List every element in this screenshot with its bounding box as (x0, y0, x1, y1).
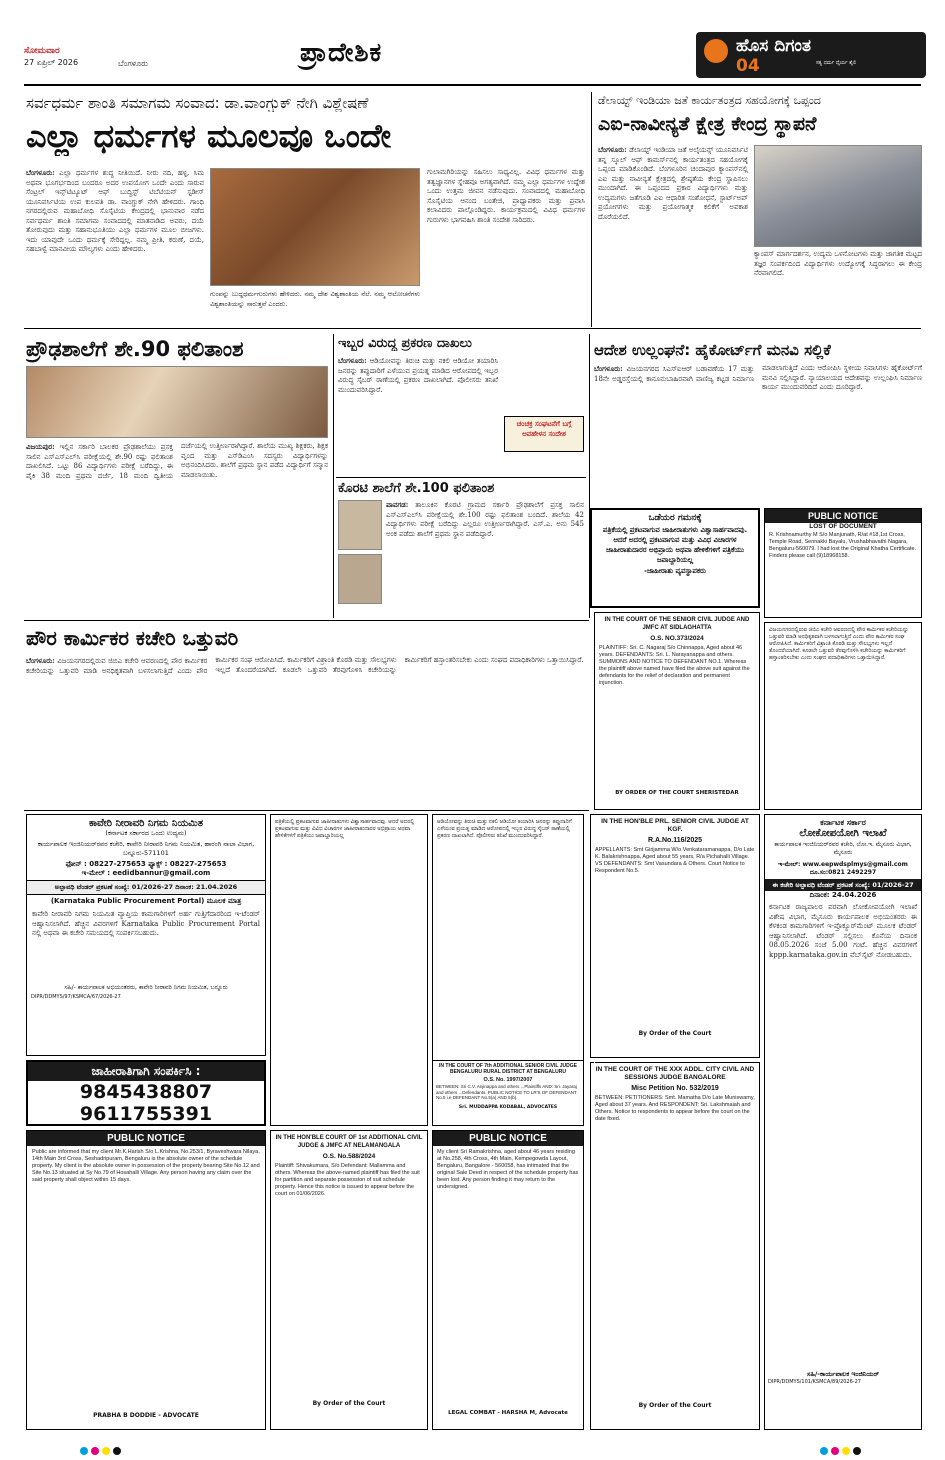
ad-contact (26, 1060, 266, 1126)
story5-headline: ಕೊರಟಿ ಶಾಲೆಗೆ ಶೇ.100 ಫಲಿತಾಂಶ (338, 481, 495, 496)
court1-body: APPELLANTS: Smt Girijamma W/o Venkataramanappa, D/o Late K. Balakrishnappa, Aged about 55 years, R/a Pichahalli Village. VS DEFENDANTS: Smt Vasundara & Others. Court Notice to Respondent No.5. (595, 847, 755, 874)
story7-dateline: ಬೆಂಗಳೂರು: (26, 656, 55, 665)
story6-text: ವಿಜಯನಗರದ ಸಿಎಸ್ಐಆರ್ ಬಡಾವಣೆಯ 17 ಮತ್ತು 18ನೇ ಅಡ್ಡರಸ್ತೆಯಲ್ಲಿ ಕಾನೂನುಬಾಹಿರವಾಗಿ ವಾಣಿಜ್ಯ ಕಟ್ಟಡ ನಿರ್ಮಾಣ ಮಾಡಲಾಗುತ್ತಿದೆ ಎಂದು ಆರೋಪಿಸಿ ಸ್ಥಳೀಯ ನಿವಾಸಿಗಳು ಹೈಕೋರ್ಟ್‌ಗೆ ಮನವಿ ಸಲ್ಲಿಸಿದ್ದಾರೆ. ನ್ಯಾಯಾಲಯದ ಆದೇಶವನ್ನು ಉಲ್ಲಂಘಿಸಿ ನಿರ್ಮಾಣ ಕಾರ್ಯ ಮುಂದುವರಿದಿದೆ ಎಂದು ದೂರಿದ್ದಾರೆ. (594, 364, 922, 391)
story3-text: ಇಲ್ಲಿನ ಸರ್ಕಾರಿ ಬಾಲಕರ ಪ್ರೌಢಶಾಲೆಯು ಪ್ರಸಕ್ತ ಸಾಲಿನ ಎಸ್ಎಸ್ಎಲ್‌ಸಿ ಪರೀಕ್ಷೆಯಲ್ಲಿ ಶೇ.90 ರಷ್ಟು ಫಲಿತಾಂಶ ದಾಖಲಿಸಿದೆ. ಒಟ್ಟು 86 ವಿದ್ಯಾರ್ಥಿಗಳು ಪರೀಕ್ಷೆ ಬರೆದಿದ್ದು, ಈ ಪೈಕಿ 38 ಮಂದಿ ಪ್ರಥಮ ದರ್ಜೆ, 18 ಮಂದಿ ದ್ವಿತೀಯ ದರ್ಜೆಯಲ್ಲಿ ಉತ್ತೀರ್ಣರಾಗಿದ್ದಾರೆ. ಶಾಲೆಯ ಮುಖ್ಯ ಶಿಕ್ಷಕರು, ಶಿಕ್ಷಕ ವೃಂದ ಮತ್ತು ಎಸ್‌ಡಿಎಂಸಿ ಸದಸ್ಯರು ವಿದ್ಯಾರ್ಥಿಗಳನ್ನು ಅಭಿನಂದಿಸಿದರು. ಶಾಲೆಗೆ ಪ್ರಥಮ ಸ್ಥಾನ ಪಡೆದ ವಿದ್ಯಾರ್ಥಿಗೆ ಸನ್ಮಾನ ಮಾಡಲಾಯಿತು. (26, 442, 328, 480)
pn1-body: Public are informed that my client Mr.K.Harish S/o L.Krishna, No.253/1, Byraveshwara Nilaya, 14th Main 3rd Cross, Seshadripuram, Bengaluru is the absolute owner of the schedule property. My client is the absolute owner in possession of the property bearing Site No.12 and Site No.13 situated at Sy No.79 of Hosahalli Village. Any person having any claim over the said property shall object within 15 days. (32, 1149, 260, 1183)
ad-kaveri-email: ಇ-ಮೇಲ್ : eedidbannur@gmail.com (81, 869, 211, 877)
story6-dateline: ಬೆಂಗಳೂರು: (594, 364, 623, 373)
header-city: ಬೆಂಗಳೂರು (118, 59, 148, 68)
public-notice-lost-document (764, 508, 922, 618)
story2-body (598, 145, 748, 285)
notice-mid-1-body: ಪತ್ರಿಕೆಯಲ್ಲಿ ಪ್ರಕಟವಾಗುವ ಜಾಹೀರಾತುಗಳು ವಿಶ್ವಾಸಾರ್ಹವಾದವು. ಆದರೆ ಅದರಲ್ಲಿ ಪ್ರಕಟವಾಗುವ ಮತ್ತು ವಿವಿಧ ವಿಚಾರಗಳ ಜಾಹೀರಾತುದಾರರ ಅಭಿಪ್ರಾಯ ಅಥವಾ ಹೇಳಿಕೆಗಳಿಗೆ ಪತ್ರಿಕೆಯು ಜವಾಬ್ದಾರಿಯಲ್ಲ (275, 819, 415, 839)
court3-body: BETWEEN: PETITIONERS: Smt. Mamatha D/o Late Muniswamy, Aged about 37 years. And RESPONDENT: Sri. Lakshmaiah and Others. Notice to respondents to appear before the court on the date fixed. (595, 1095, 755, 1122)
story2-text: ಡೆಲಾಯ್ಟ್ ಇಂಡಿಯಾ ಜತೆ ಅಲೈಯನ್ಸ್ ಯೂನಿವರ್ಸಿಟಿ ತನ್ನ ಸ್ಕೂಲ್ ಆಫ್ ಕಾಮರ್ಸ್‌ನಲ್ಲಿ ಕಾರ್ಯತಂತ್ರದ ಸಹಯೋಗಕ್ಕೆ ಒಪ್ಪಂದ ಮಾಡಿಕೊಂಡಿದೆ. ಬೆಂಗಳೂರಿನ ಚಂದಾಪುರ ಕ್ಯಾಂಪಸ್‌ನಲ್ಲಿ ಎಐ ಮತ್ತು ನಾವೀನ್ಯತೆ ಕ್ಷೇತ್ರದಲ್ಲಿ ಶ್ರೇಷ್ಠತೆಯ ಕೇಂದ್ರ ಸ್ಥಾಪಿಸಲು ಮುಂದಾಗಿದೆ. ಈ ಒಪ್ಪಂದದ ಪ್ರಕಾರ ವಿದ್ಯಾರ್ಥಿಗಳು ಮತ್ತು ಉದ್ಯಮಗಳು ಜತೆಗೂಡಿ ಎಐ ಆಧಾರಿತ ಸಂಶೋಧನೆ, ಸ್ಟಾರ್ಟ್‌ಅಪ್ ಪ್ರಯೋಗಗಳು ಮತ್ತು ಪ್ರಯೋಗಾತ್ಮಕ ಕಲಿಕೆಗೆ ಅವಕಾಶ ದೊರೆಯಲಿದೆ. (598, 146, 748, 221)
court-notice-nelamangala (270, 1130, 428, 1430)
registration-marks-right (820, 1440, 864, 1459)
pn3-subtitle: LOST OF DOCUMENT (809, 523, 877, 530)
readers-notice-body: ಪತ್ರಿಕೆಯಲ್ಲಿ ಪ್ರಕಟವಾಗುವ ಜಾಹೀರಾತುಗಳು ವಿಶ್ವಾಸಾರ್ಹವಾದವು. ಆದರೆ ಅದರಲ್ಲಿ ಪ್ರಕಟವಾಗುವ ಮತ್ತು ವಿವಿಧ ವಿಚಾರಗಳ ಜಾಹೀರಾತುದಾರರ ಅಭಿಪ್ರಾಯ ಅಥವಾ ಹೇಳಿಕೆಗಳಿಗೆ ಪತ್ರಿಕೆಯು ಜವಾಬ್ದಾರಿಯಲ್ಲ (602, 526, 748, 564)
registration-marks (80, 1440, 124, 1459)
court4-title: IN THE COURT OF 7th ADDITIONAL SENIOR CIVIL JUDGE BENGALURU RURAL DISTRICT AT BENGALURU (439, 1063, 577, 1075)
story5-photo-2 (338, 554, 382, 604)
pn2-body: My client Sri Ramakrishna, aged about 46 years residing at No.258, 4th Cross, 4th Main, Kempegowda Layout, Bengaluru, Bangalore - 560058, has intimated that the original Sale Deed in respect of the schedule property has been lost. Any person finding it may return to the undersigned. (437, 1149, 579, 1190)
pn3-body: R. Krishnamurthy M S/o Manjunath, R/at #18,1st Cross, Temple Road, Sennakki Bayalu, Vrushabhavathi Nagara, Bengaluru-560079. I had lost the Original Khatha Certificate. Finders please call (9)18968158. (769, 532, 917, 559)
story5-photo-1 (338, 500, 382, 550)
readers-notice (590, 508, 760, 608)
ad-pwd-tender: ಈ ಕಚೇರಿ ಅಲ್ಪಾವಧಿ ಟೆಂಡರ್ ಪ್ರಕಟಣೆ ಸಂಖ್ಯೆ: 01/2026-27 (765, 879, 921, 891)
court5-case: O.S. NO.373/2024 (650, 635, 704, 642)
story2-headline: ಎಐ-ನಾವೀನ್ಯತೆ ಕ್ಷೇತ್ರ ಕೇಂದ್ರ ಸ್ಥಾಪನೆ (598, 113, 817, 135)
ad-pwd-date: ದಿನಾಂಕ: 24.04.2026 (809, 891, 877, 899)
ad-pwd-web: ಇ-ಮೇಲ್: www.eepwdsplmys@gmail.com ದೂ.ಸಂ:0821 2492297 (778, 861, 908, 876)
story4-text: ಆಡಿಯೋವನ್ನು ತಿರುಚಿ ಮತ್ತು ನಕಲಿ ಆಡಿಯೋ ತಯಾರಿಸಿ ಜನರನ್ನು ತಪ್ಪುದಾರಿಗೆ ಎಳೆಯುವ ಪ್ರಯತ್ನ ಮಾಡಿದ ಆರೋಪದಲ್ಲಿ ಇಬ್ಬರ ವಿರುದ್ಧ ಸೈಬರ್ ಠಾಣೆಯಲ್ಲಿ ಪ್ರಕರಣ ದಾಖಲಾಗಿದೆ. ಪೊಲೀಸರು ತನಿಖೆ ಮುಂದುವರಿಸಿದ್ದಾರೆ. (338, 357, 498, 394)
story1-caption: ಗುಂಪನ್ನು ಬುದ್ಧಧರ್ಮಗುರುಗಳು ಹೇಳಿದರು. ನಮ್ಮ ದೇಶ ವಿಶ್ವಶಾಂತಿಯ ನೆಲೆ. ನಮ್ಮ ಆಲೋಚನೆಗಳು ವಿಶ್ವಶಾಂತಿಯನ್ನು ಸಾರುತ್ತವೆ ಎಂದರು. (210, 290, 420, 308)
court-notice-sidlaghatta (594, 612, 760, 810)
ad-kaveri-body: ಕಾವೇರಿ ನೀರಾವರಿ ನಿಗಮ ನಿಯಮಿತ ವ್ಯಾಪ್ತಿಯ ಕಾಮಗಾರಿಗಳಿಗೆ ಅರ್ಹ ಗುತ್ತಿಗೆದಾರರಿಂದ ಇ-ಟೆಂಡರ್ ಆಹ್ವಾನಿಸಲಾಗಿದೆ. ಹೆಚ್ಚಿನ ವಿವರಗಳಿಗೆ Karnataka Public Procurement Portal ನಲ್ಲಿ ಅಥವಾ ಈ ಕಚೇರಿ ಸಮಯದಲ್ಲಿ ಸಂಪರ್ಕಿಸಬಹುದು. (32, 910, 260, 937)
story4-sidebar (504, 416, 584, 452)
story5-text: ತಾಲೂಕಿನ ಕೊರಟಿ ಗ್ರಾಮದ ಸರ್ಕಾರಿ ಪ್ರೌಢಶಾಲೆಗೆ ಪ್ರಸಕ್ತ ಸಾಲಿನ ಎಸ್ಎಸ್ಎಲ್‌ಸಿ ಪರೀಕ್ಷೆಯಲ್ಲಿ ಶೇ.100 ರಷ್ಟು ಫಲಿತಾಂಶ ಬಂದಿದೆ. ಶಾಲೆಯ 42 ವಿದ್ಯಾರ್ಥಿಗಳು ಪರೀಕ್ಷೆ ಬರೆದಿದ್ದು ಎಲ್ಲರೂ ಉತ್ತೀರ್ಣರಾಗಿದ್ದಾರೆ. ಎಸ್.ಎ. ಅನು 545 ಅಂಕ ಪಡೆದು ಶಾಲೆಗೆ ಪ್ರಥಮ ಸ್ಥಾನ ಪಡೆದಿದ್ದಾರೆ. (386, 501, 584, 538)
court1-title: IN THE HON'BLE PRL. SENIOR CIVIL JUDGE AT KGF. (601, 818, 749, 833)
pn1-advocate: PRABHA B DODDIE - ADVOCATE (93, 1412, 199, 1419)
court-notice-7th-addl (432, 1060, 584, 1126)
story4-dateline: ಬೆಂಗಳೂರು: (338, 356, 367, 365)
pn3-title: PUBLIC NOTICE (765, 509, 921, 523)
readers-notice-title: ಒಡೆಯರ ಗಮನಕ್ಕೆ (648, 513, 702, 523)
header-date: 27 ಏಪ್ರಿಲ್ 2026 (24, 58, 79, 67)
ad-pwd-dept: ಲೋಕೋಪಯೋಗಿ ಇಲಾಖೆ (799, 828, 887, 839)
notice-mid-1 (270, 814, 428, 1126)
story1-col3: ಗುಲಾಮಗಿರಿಯನ್ನು ಸಹಿಸಲು ಸಾಧ್ಯವಿಲ್ಲ. ವಿವಿಧ ಧರ್ಮಗಳ ಮತ್ತು ತತ್ವಜ್ಞಾನಗಳ ಸ್ನೇಹವೂ ಅಗತ್ಯವಾಗಿದೆ. ನಮ್ಮ ಎಲ್ಲಾ ಧರ್ಮಗಳ ಉದ್ದೇಶ ಒಂದು ಉತ್ತಮ ಜೀವನ ನಡೆಸುವುದು. ಸಂವಾದದಲ್ಲಿ ಮಹಾಬೋಧಿ ಸೊಸೈಟಿಯ ಆನಂದ ಬಂತೇಜಿ, ಪ್ರಾಧ್ಯಾಪಕರು ಮತ್ತು ಪ್ರವಾಸಿ ಕಲಾವಿದರು ಪಾಲ್ಗೊಂಡಿದ್ದರು. ಕಾರ್ಯಕ್ರಮದಲ್ಲಿ ವಿವಿಧ ಧರ್ಮಗಳ ಗುರುಗಳು ಭಾಗವಹಿಸಿ ಶಾಂತಿ ಸಂದೇಶ ಸಾರಿದರು. (427, 168, 585, 224)
story1-text-1: ಎಲ್ಲಾ ಧರ್ಮಗಳ ಶುದ್ಧ ನೀತಿಯಿದೆ. ನೀರು ನದಿ, ಹಳ್ಳ, ಸಿಮ ಅಥವಾ ಭೂಗರ್ಭದಿಂದ ಬಂದರೂ ಅದರ ಉಪಯೋಗ ಒಂದೇ ಎಂದು ಸಾರುವ ಸೆಂಟ್ರಲ್ ಇನ್ಸ್‌ಟಿಟ್ಯೂಟ್ ಆಫ್ ಬುದ್ಧಿಸ್ಟ್ ಟಿಬೆಟಿಯನ್ ಸ್ಟಡೀಸ್ ಯೂನಿವರ್ಸಿಟಿಯ ಉಪ ಕುಲಪತಿ ಡಾ. ವಾಂಗ್ಚುಕ್ ನೇಗಿ ಹೇಳಿದರು. ಗಾಂಧಿ ನಗರದಲ್ಲಿರುವ ಮಹಾಬೋಧಿ ಸೊಸೈಟಿಯ ಕೇಂದ್ರದಲ್ಲಿ ಭಾನುವಾರ ನಡೆದ ಸರ್ವಧರ್ಮ ಶಾಂತಿ ಸಮಾಗಮ ಸಂವಾದದಲ್ಲಿ ಮಾತನಾಡಿದ ಅವರು, ದಯೆ ತೋರುವುದು ಮತ್ತು ಸಹಾನುಭೂತಿಯು ಎಲ್ಲಾ ಧರ್ಮಗಳ ಮೂಲ ಬೀಜಗಳು. ಇದು ಯಾವುದೇ ಒಂದು ಧರ್ಮಕ್ಕೆ ಸೇರಿದ್ದಲ್ಲ. ನಮ್ಮ ಪ್ರೀತಿ, ಕರುಣೆ, ದಯೆ, ಸಹಬಾಳ್ವೆ ಮಾನವೀಯ ಮೌಲ್ಯಗಳು ಎಂದು ಹೇಳಿದರು. (26, 169, 204, 253)
ad-kaveri-portal: (Karnataka Public Procurement Portal) ಮೂಲಕ ಮಾತ್ರ (50, 897, 242, 905)
ad-pwd-title: ಕರ್ನಾಟಕ ಸರ್ಕಾರ (820, 818, 866, 827)
court-notice-rural-block (594, 1062, 595, 1063)
court-notice-city-civil (590, 1062, 760, 1430)
story1-kicker: ಸರ್ವಧರ್ಮ ಶಾಂತಿ ಸಮಾಗಮ ಸಂವಾದ: ಡಾ.ವಾಂಗ್ಚುಕ್ ನೇಗಿ ವಿಶ್ಲೇಷಣೆ (26, 94, 369, 112)
brand-logo (696, 32, 926, 78)
story1-photo (210, 168, 420, 286)
story2-kicker: ಡೆಲಾಯ್ಟ್ ಇಂಡಿಯಾ ಜತೆ ಕಾರ್ಯತಂತ್ರದ ಸಹಯೋಗಕ್ಕೆ ಒಪ್ಪಂದ (598, 94, 821, 107)
ad-pwd-sign: ಸಹಿ/-ಕಾರ್ಯಪಾಲಕ ಇಂಜಿನಿಯರ್ (807, 1370, 879, 1378)
court2-body: Plaintiff: Shivakumara, S/o Defendant: Mallamma and others. Whereas the above-named plaintiff has filed the suit for partition and separate possession of suit schedule property. Hence this notice is issued to appear before the court on 01/06/2026. (275, 1163, 420, 1197)
pn1-title: PUBLIC NOTICE (27, 1131, 265, 1146)
ad-kaveri-phone: ಫೋನ್ : 08227-275653 ಫ್ಯಾಕ್ಸ್ : 08227-275653 (65, 860, 227, 868)
story4-body (338, 356, 498, 474)
masthead (8, 8, 937, 82)
header-date-block (24, 46, 164, 68)
ad-kaveri-address: ಕಾರ್ಯಪಾಲಕ ಇಂಜಿನಿಯರ್‌ರವರ ಕಚೇರಿ, ಕಾವೇರಿ ನೀರಾವರಿ ನಿಗಮ ನಿಯಮಿತ, ಹಾರಂಗಿ ನಾಲಾ ವಿಭಾಗ, ಬನ್ನೂರು-571101 (37, 840, 255, 857)
story6-headline: ಆದೇಶ ಉಲ್ಲಂಘನೆ: ಹೈಕೋರ್ಟ್‌ಗೆ ಮನವಿ ಸಲ್ಲಿಕೆ (594, 341, 831, 359)
court2-title: IN THE HON'BLE COURT OF 1st ADDITIONAL CIVIL JUDGE & JMFC AT NELAMANGALA (275, 1135, 423, 1149)
ad-pwd-ref: DIPR/DDMYS/101/KSMCA/89/2026-27 (768, 1379, 861, 1385)
story1-dateline: ಬೆಂಗಳೂರು: (26, 168, 55, 177)
story1-headline: ಎಲ್ಲಾ ಧರ್ಮಗಳ ಮೂಲವೂ ಒಂದೇ (26, 117, 392, 155)
ad-pwd (764, 814, 922, 1430)
court3-sign: By Order of the Court (638, 1402, 712, 1409)
court2-sign: By Order of the Court (312, 1400, 386, 1407)
ad-pwd-body: ಕರ್ನಾಟಕ ರಾಜ್ಯಪಾಲರ ಪರವಾಗಿ ಲೋಕೋಪಯೋಗಿ ಇಲಾಖೆ ವಿಶೇಷ ವಿಭಾಗ, ಮೈಸೂರು ಕಾರ್ಯಪಾಲಕ ಅಭಿಯಂತರರು ಈ ಕೆಳಕಂಡ ಕಾಮಗಾರಿಗಳಿಗೆ ಇ-ಪ್ರೊಕ್ಯೂರ್‌ಮೆಂಟ್ ಮೂಲಕ ಟೆಂಡರ್ ಆಹ್ವಾನಿಸಲಾಗಿದೆ. ಟೆಂಡರ್ ಸಲ್ಲಿಸಲು ಕೊನೆಯ ದಿನಾಂಕ 08.05.2026 ಸಂಜೆ 5.00 ಗಂಟೆ. ಹೆಚ್ಚಿನ ವಿವರಗಳಿಗೆ kppp.karnataka.gov.in ವೆಬ್‌ಸೈಟ್ ನೋಡಬಹುದು. (769, 903, 917, 959)
pn2-title: PUBLIC NOTICE (433, 1131, 583, 1146)
ad-pwd-address: ಕಾರ್ಯಪಾಲಕ ಇಂಜಿನಿಯರ್‌ರವರ ಕಚೇರಿ, ಲೋ.ಇ. ಮೈಸೂರು ವಿಭಾಗ, ಮೈಸೂರು (774, 841, 912, 856)
story7-headline: ಪೌರ ಕಾರ್ಮಿಕರ ಕಚೇರಿ ಒತ್ತುವರಿ (26, 626, 239, 650)
court1-case: R.A.No.116/2025 (647, 837, 703, 844)
ad-kaveri (26, 814, 266, 1056)
court2-case: O.S. No.588/2024 (322, 1153, 376, 1160)
court3-case: Misc Petition No. 532/2019 (631, 1085, 719, 1092)
story1-col1 (26, 168, 204, 323)
story4-headline: ಇಬ್ಬರ ವಿರುದ್ಧ ಪ್ರಕರಣ ದಾಖಲು (338, 336, 472, 351)
story3-body (26, 442, 328, 618)
kannada-notice-right-body: ವಿಜಯನಗರದಲ್ಲಿರುವ ಜಿಬಿಎ ಕಚೇರಿ ಆವರಣದಲ್ಲಿ ಪೌರ ಕಾರ್ಮಿಕರ ಕಚೇರಿಯನ್ನು ಒತ್ತುವರಿ ಮಾಡಿ ಅನಧಿಕೃತವಾಗಿ ಬಳಸಲಾಗುತ್ತಿದೆ ಎಂದು ಪೌರ ಕಾರ್ಮಿಕರ ಸಂಘ ಆರೋಪಿಸಿದೆ. ಕಾರ್ಮಿಕರಿಗೆ ವಿಶ್ರಾಂತಿ ಕೊಠಡಿ ಮತ್ತು ಸೌಲಭ್ಯಗಳು ಇಲ್ಲದೆ ತೊಂದರೆಯಾಗಿದೆ. ಕೂಡಲೇ ಒತ್ತುವರಿ ತೆರವುಗೊಳಿಸಿ ಕಚೇರಿಯನ್ನು ಕಾರ್ಮಿಕರಿಗೆ ಹಸ್ತಾಂತರಿಸಬೇಕು ಎಂದು ಸಂಘದ ಪದಾಧಿಕಾರಿಗಳು ಒತ್ತಾಯಿಸಿದ್ದಾರೆ. (769, 627, 909, 661)
court4-body: BETWEEN: Sri C.V. Anjinappa and others ...Plaintiffs AND: Sri. Jayaraj and others ...Defendants. PUBLIC NOTICE TO LR'S OF DEFENDANT No.5 i.e DEFENDANT No.5(a) AND 5(b). (436, 1084, 577, 1100)
brand-name: ಹೊಸ ದಿಗಂತ (736, 36, 811, 56)
court1-sign: By Order of the Court (638, 1030, 712, 1037)
ad-kaveri-ref: DIPR/DDMYS/97/KSMCA/67/2026-27 (31, 994, 121, 1000)
ad-contact-title: ಜಾಹೀರಾತಿಗಾಗಿ ಸಂಪರ್ಕಿಸಿ : (28, 1062, 264, 1081)
ad-kaveri-subtitle: (ಕರ್ನಾಟಕ ಸರ್ಕಾರದ ಒಂದು ಉದ್ಯಮ) (105, 829, 187, 837)
ad-kaveri-tender: ಅಲ್ಪಾವಧಿ ಟೆಂಡರ್ ಪ್ರಕಟಣೆ ಸಂಖ್ಯೆ: 01/2026-27 ದಿನಾಂಕ: 21.04.2026 (27, 880, 265, 895)
ad-contact-phone-1: 9845438807 (79, 1081, 213, 1103)
court5-sign: BY ORDER OF THE COURT SHERISTEDAR (615, 790, 739, 796)
court4-sign: Sri. MUDDAPPA KODABAL, ADVOCATES (458, 1105, 558, 1110)
pn2-advocate: LEGAL COMBAT - HARSHA M, Advocate (448, 1410, 568, 1416)
brand-sun-icon (704, 39, 728, 63)
brand-tagline: ಸತ್ಯ ಧರ್ಮ ಧೈರ್ಯ ಶೈಲಿ (816, 60, 857, 66)
court3-title: IN THE COURT OF THE XXX ADDL. CITY CIVIL AND SESSIONS JUDGE BANGALORE (595, 1066, 755, 1081)
story2-caption: ಕ್ಯಾಂಪಸ್ ಮಾರ್ಗದರ್ಶನ, ಉದ್ಯಮ ಒಳನೋಟಗಳು ಮತ್ತು ಜಾಗತಿಕ ಮಟ್ಟದ ತಜ್ಞರ ಸಂಪರ್ಕದಿಂದ ವಿದ್ಯಾರ್ಥಿಗಳು ಉದ್ಯೋಗಕ್ಕೆ ಸಿದ್ಧರಾಗಲು ಈ ಕೇಂದ್ರ ನೆರವಾಗಲಿದೆ. (754, 250, 922, 277)
ad-kaveri-sign: ಸಹಿ/- ಕಾರ್ಯಪಾಲಕ ಅಭಿಯಂತರರು, ಕಾವೇರಿ ನೀರಾವರಿ ನಿಗಮ ನಿಯಮಿತ, ಬನ್ನೂರು (64, 984, 228, 991)
court4-case: O.S. No. 1997/2007 (483, 1077, 533, 1083)
story2-dateline: ಬೆಂಗಳೂರು: (598, 145, 627, 154)
court-notice-kgf (590, 814, 760, 1058)
readers-notice-sign: -ಜಾಹೀರಾತು ವ್ಯವಸ್ಥಾಪಕರು (644, 567, 706, 575)
ad-contact-phone-2: 9611755391 (79, 1103, 213, 1125)
story7-body (26, 656, 586, 806)
section-title: ಪ್ರಾದೇಶಿಕ (300, 38, 383, 68)
story6-body (594, 364, 922, 504)
story3-headline: ಪ್ರೌಢಶಾಲೆಗೆ ಶೇ.90 ಫಲಿತಾಂಶ (26, 337, 244, 361)
page-number: 04 (736, 56, 760, 76)
story2-photo (754, 145, 922, 247)
story4-sidebar-text: ಚಂಚಕ್ರ ಸಂಘಟನೆಗೆ ಬಗ್ಗೆ ಅವಹೇಳನ ಸಂದೇಶ (516, 420, 572, 438)
story5-dateline: ಪಾವಗಡ: (386, 500, 409, 509)
story3-photo (26, 366, 328, 438)
public-notice-1 (26, 1130, 266, 1430)
notice-mid-2-body: ಆಡಿಯೋವನ್ನು ತಿರುಚಿ ಮತ್ತು ನಕಲಿ ಆಡಿಯೋ ತಯಾರಿಸಿ ಜನರನ್ನು ತಪ್ಪುದಾರಿಗೆ ಎಳೆಯುವ ಪ್ರಯತ್ನ ಮಾಡಿದ ಆರೋಪದಲ್ಲಿ ಇಬ್ಬರ ವಿರುದ್ಧ ಸೈಬರ್ ಠಾಣೆಯಲ್ಲಿ ಪ್ರಕರಣ ದಾಖಲಾಗಿದೆ. ಪೊಲೀಸರು ತನಿಖೆ ಮುಂದುವರಿಸಿದ್ದಾರೆ. (437, 819, 572, 839)
story3-dateline: ವಿಜಯಪುರ: (26, 442, 55, 451)
court5-body: PLAINTIFF: Sri. C. Nagaraj S/o Chinnappa, Aged about 46 years. DEFENDANTS: Sri. L. Narayanappa and others. SUMMONS AND NOTICE TO DEFENDANT NO.1. Whereas the plaintiff above named have filed the above suit against the defendants for the relief of declaration and permanent injunction. (599, 645, 750, 686)
ad-kaveri-title: ಕಾವೇರಿ ನೀರಾವರಿ ನಿಗಮ ನಿಯಮಿತ (88, 818, 204, 829)
kannada-notice-right (764, 622, 922, 810)
story5-body (386, 500, 584, 616)
public-notice-2 (432, 1130, 584, 1430)
story7-text: ವಿಜಯನಗರದಲ್ಲಿರುವ ಜಿಬಿಎ ಕಚೇರಿ ಆವರಣದಲ್ಲಿ ಪೌರ ಕಾರ್ಮಿಕರ ಕಚೇರಿಯನ್ನು ಒತ್ತುವರಿ ಮಾಡಿ ಅನಧಿಕೃತವಾಗಿ ಬಳಸಲಾಗುತ್ತಿದೆ ಎಂದು ಪೌರ ಕಾರ್ಮಿಕರ ಸಂಘ ಆರೋಪಿಸಿದೆ. ಕಾರ್ಮಿಕರಿಗೆ ವಿಶ್ರಾಂತಿ ಕೊಠಡಿ ಮತ್ತು ಸೌಲಭ್ಯಗಳು ಇಲ್ಲದೆ ತೊಂದರೆಯಾಗಿದೆ. ಕೂಡಲೇ ಒತ್ತುವರಿ ತೆರವುಗೊಳಿಸಿ ಕಚೇರಿಯನ್ನು ಕಾರ್ಮಿಕರಿಗೆ ಹಸ್ತಾಂತರಿಸಬೇಕು ಎಂದು ಸಂಘದ ಪದಾಧಿಕಾರಿಗಳು ಒತ್ತಾಯಿಸಿದ್ದಾರೆ. (26, 656, 584, 675)
header-day: ಸೋಮವಾರ (24, 46, 60, 56)
court5-title: IN THE COURT OF THE SENIOR CIVIL JUDGE AND JMFC AT SIDLAGHATTA (604, 617, 750, 631)
